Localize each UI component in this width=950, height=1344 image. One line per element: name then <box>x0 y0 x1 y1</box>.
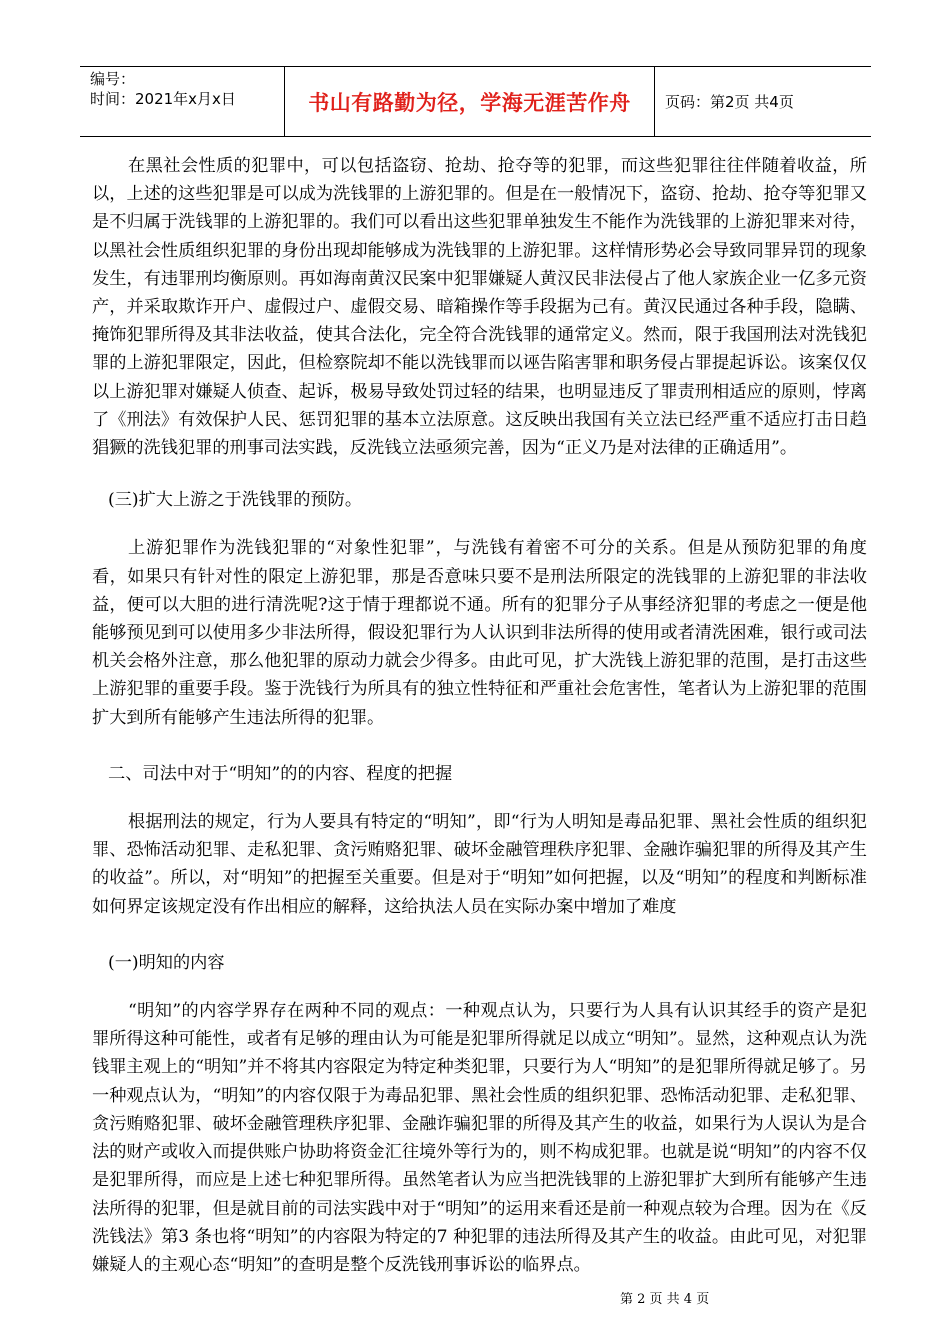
page-header <box>80 66 871 137</box>
page-footer: 第 2 页 共 4 页 <box>620 1292 710 1307</box>
header-page-info: 页码：第2页 共4页 <box>665 93 794 111</box>
section-heading: (一)明知的内容 <box>108 952 225 973</box>
document-body <box>92 152 867 1279</box>
header-motto: 书山有路勤为径，学海无涯苦作舟 <box>285 67 655 136</box>
section-heading: (三)扩大上游之于洗钱罪的预防。 <box>108 490 363 511</box>
body-paragraph: 根据刑法的规定，行为人要具有特定的“明知”，即“行为人明知是毒品犯罪、黑社会性质的组织犯罪、恐怖活动犯罪、走私犯罪、贪污贿赂犯罪、破坏金融管理秩序犯罪、金融诈骗犯罪的所得及其产生的收益”。所以，对“明知”的把握至关重要。但是对于“明知”如何把握，以及“明知”的程度和判断标准如何界定该规定没有作出相应的解释，这给执法人员在实际办案中增加了难度 <box>92 812 867 917</box>
section-heading: 二、司法中对于“明知”的的内容、程度的把握 <box>108 763 453 784</box>
document-number-label: 编号： <box>90 70 136 88</box>
header-meta <box>80 67 285 136</box>
body-paragraph: 在黑社会性质的犯罪中，可以包括盗窃、抢劫、抢夺等的犯罪，而这些犯罪往往伴随着收益，所以，上述的这些犯罪是可以成为洗钱罪的上游犯罪的。但是在一般情况下，盗窃、抢劫、抢夺等犯罪又是不归属于洗钱罪的上游犯罪的。我们可以看出这些犯罪单独发生不能作为洗钱罪的上游犯罪来对待，以黑社会性质组织犯罪的身份出现却能够成为洗钱罪的上游犯罪。这样情形势必会导致同罪异罚的现象发生，有违罪刑均衡原则。再如海南黄汉民案中犯罪嫌疑人黄汉民非法侵占了他人家族企业一亿多元资产，并采取欺诈开户、虚假过户、虚假交易、暗箱操作等手段据为己有。黄汉民通过各种手段，隐瞒、掩饰犯罪所得及其非法收益，使其合法化，完全符合洗钱罪的通常定义。然而，限于我国刑法对洗钱犯罪的上游犯罪限定，因此，但检察院却不能以洗钱罪而以诬告陷害罪和职务侵占罪提起诉讼。该案仅仅以上游犯罪对嫌疑人侦查、起诉，极易导致处罚过轻的结果，也明显违反了罪责刑相适应的原则，悖离了《刑法》有效保护人民、惩罚犯罪的基本立法原意。这反映出我国有关立法已经严重不适应打击日趋猖獗的洗钱犯罪的刑事司法实践，反洗钱立法亟须完善，因为“正义乃是对法律的正确适用”。 <box>92 156 867 459</box>
body-paragraph: “明知”的内容学界存在两种不同的观点：一种观点认为，只要行为人具有认识其经手的资产是犯罪所得这种可能性，或者有足够的理由认为可能是犯罪所得就足以成立“明知”。显然，这种观点认为洗钱罪主观上的“明知”并不将其内容限定为特定种类犯罪，只要行为人“明知”的是犯罪所得就足够了。另一种观点认为，“明知”的内容仅限于为毒品犯罪、黑社会性质的组织犯罪、恐怖活动犯罪、走私犯罪、贪污贿赂犯罪、破坏金融管理秩序犯罪、金融诈骗犯罪的所得及其产生的收益，如果行为人误认为是合法的财产或收入而提供账户协助将资金汇往境外等行为的，则不构成犯罪。也就是说“明知”的内容不仅是犯罪所得，而应是上述七种犯罪所得。虽然笔者认为应当把洗钱罪的上游犯罪扩大到所有能够产生违法所得的犯罪，但是就目前的司法实践中对于“明知”的运用来看还是前一种观点较为合理。因为在《反洗钱法》第3 条也将“明知”的内容限为特定的7 种犯罪的违法所得及其产生的收益。由此可见，对犯罪嫌疑人的主观心态“明知”的查明是整个反洗钱刑事诉讼的临界点。 <box>92 1001 867 1275</box>
body-paragraph: 上游犯罪作为洗钱犯罪的“对象性犯罪”，与洗钱有着密不可分的关系。但是从预防犯罪的角度看，如果只有针对性的限定上游犯罪，那是否意味只要不是刑法所限定的洗钱罪的上游犯罪的非法收益，便可以大胆的进行清洗呢?这于情于理都说不通。所有的犯罪分子从事经济犯罪的考虑之一便是他能够预见到可以使用多少非法所得，假设犯罪行为人认识到非法所得的使用或者清洗困难，银行或司法机关会格外注意，那么他犯罪的原动力就会少得多。由此可见，扩大洗钱上游犯罪的范围，是打击这些上游犯罪的重要手段。鉴于洗钱行为所具有的独立性特征和严重社会危害性，笔者认为上游犯罪的范围扩大到所有能够产生违法所得的犯罪。 <box>92 538 868 728</box>
document-time-label: 时间：2021年x月x日 <box>90 90 236 108</box>
